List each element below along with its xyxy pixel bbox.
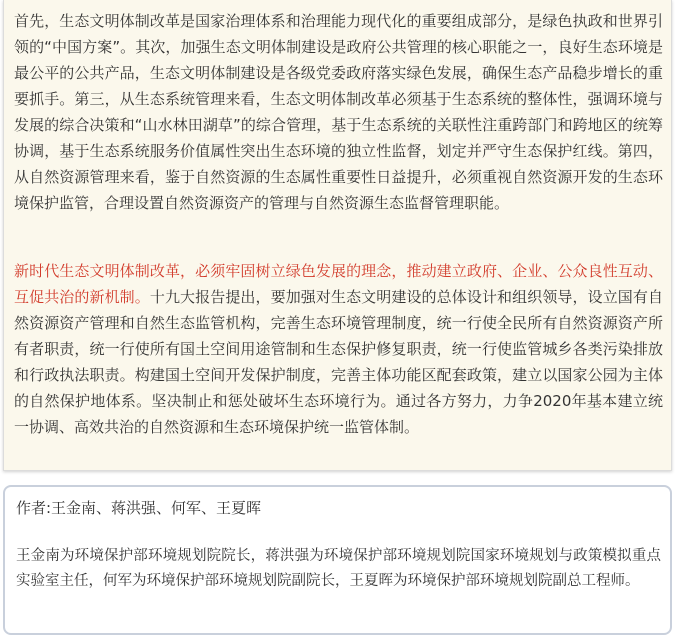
author-names: 作者:王金南、蒋洪强、何军、王夏晖 (16, 499, 262, 517)
author-info-box (3, 485, 672, 635)
article-body (3, 0, 672, 471)
article-paragraph-2 (14, 258, 663, 440)
article-paragraph-1: 首先，生态文明体制改革是国家治理体系和治理能力现代化的重要组成部分，是绿色执政和世界引领的“中国方案”。其次，加强生态文明体制建设是政府公共管理的核心职能之一，良好生态环境是最公平的公共产品，生态文明体制建设是各级党委政府落实绿色发展，确保生态产品稳步增长的重要抓手。第三，从生态系统管理来看，生态文明体制改革必须基于生态系统的整体性，强调环境与发展的综合决策和“山水林田湖草”的综合管理，基于生态系统的关联性注重跨部门和跨地区的统筹协调，基于生态系统服务价值属性突出生态环境的独立性监督，划定并严守生态保护红线。第四，从自然资源管理来看，鉴于自然资源的生态属性重要性日益提升，必须重视自然资源开发的生态环境保护监管，合理设置自然资源资产的管理与自然资源生态监督管理职能。 (14, 12, 663, 212)
author-bio: 王金南为环境保护部环境规划院院长，蒋洪强为环境保护部环境规划院国家环境规划与政策模拟重点实验室主任，何军为环境保护部环境规划院副院长，王夏晖为环境保护部环境规划院副总工程师。 (16, 548, 661, 589)
paragraph-2-text: 十九大报告提出，要加强对生态文明建设的总体设计和组织领导，设立国有自然资源资产管理和自然生态监管机构，完善生态环境管理制度，统一行使全民所有自然资源资产所有者职责，统一行使所有国土空间用途管制和生态保护修复职责，统一行使监管城乡各类污染排放和行政执法职责。构建国土空间开发保护制度，完善主体功能区配套政策，建立以国家公园为主体的自然保护地体系。坚决制止和惩处破坏生态环境行为。通过各方努力，力争2020年基本建立统一协调、高效共治的自然资源和生态环境保护统一监管体制。 (14, 288, 663, 436)
highlighted-key-sentence: 新时代生态文明体制改革，必须牢固树立绿色发展的理念，推动建立政府、企业、公众良性互动、互促共治的新机制。 (14, 262, 663, 306)
